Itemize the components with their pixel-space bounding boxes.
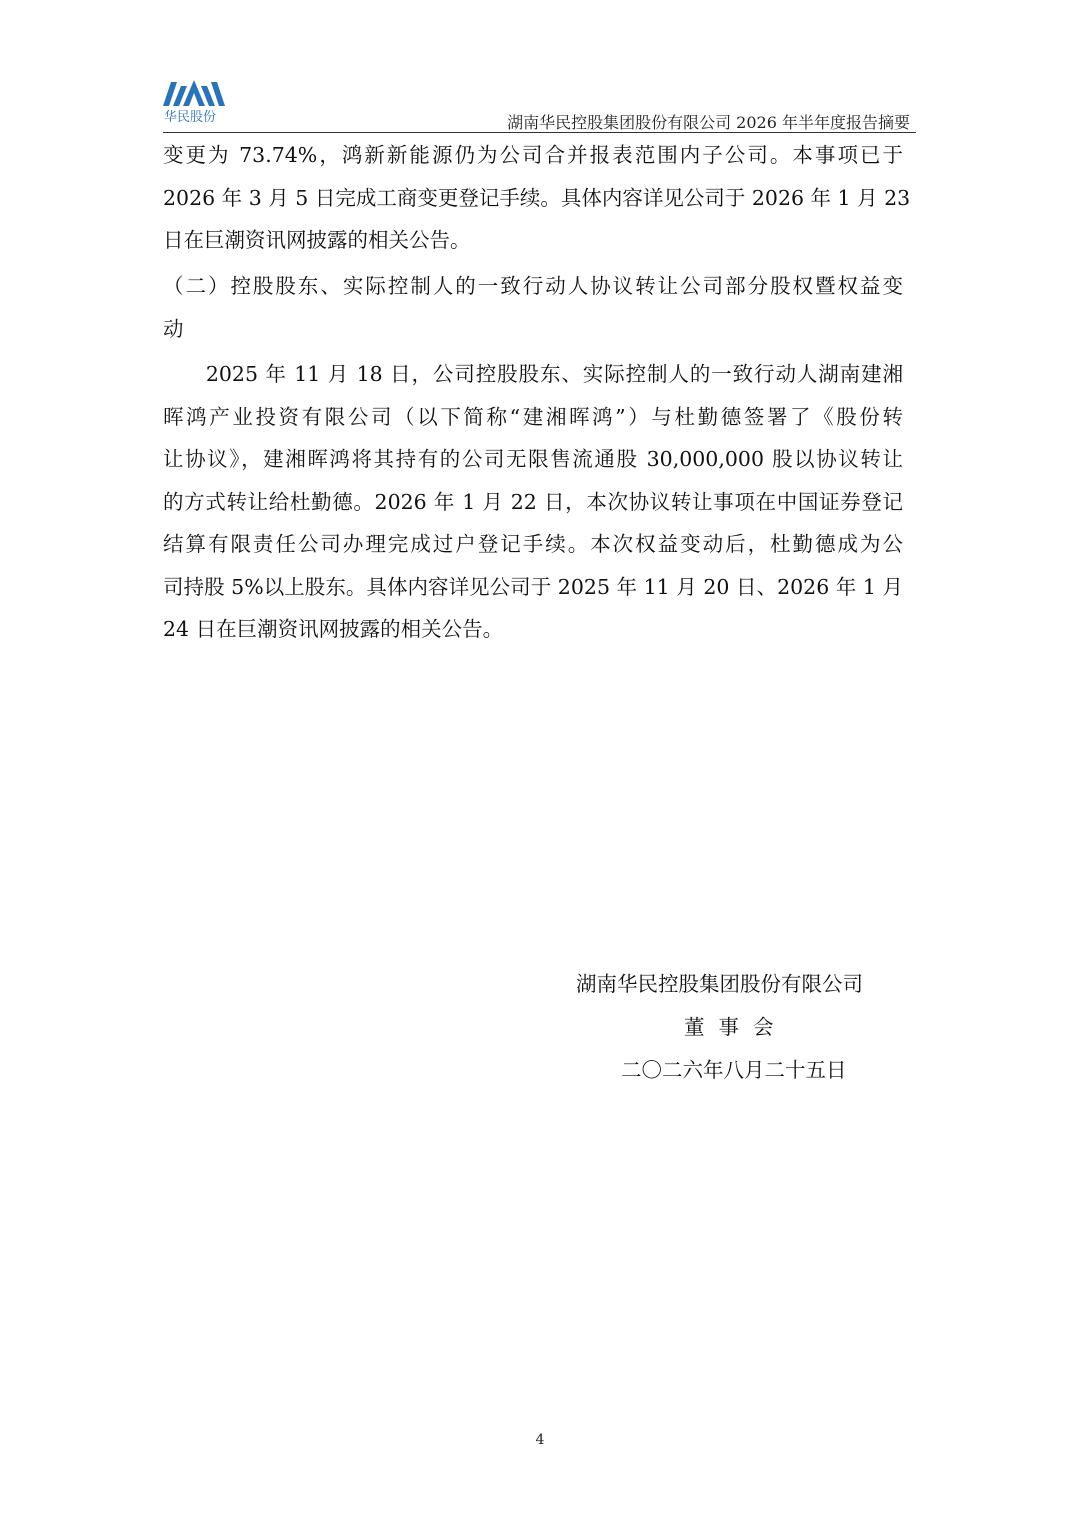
text-line: 2026 年 3 月 5 日完成工商变更登记手续。具体内容详见公司于 2026 年 1 月 23 bbox=[163, 185, 911, 210]
logo-text: 华民股份 bbox=[164, 110, 217, 125]
text-line: 让协议》，建湘晖鸿将其持有的公司无限售流通股 30,000,000 股以协议转让 bbox=[163, 447, 903, 471]
paragraph-1 bbox=[163, 134, 911, 262]
section-heading bbox=[163, 265, 903, 350]
text-line: 24 日在巨潮资讯网披露的相关公告。 bbox=[163, 617, 504, 641]
signature-company: 湖南华民控股集团股份有限公司 bbox=[576, 972, 863, 996]
heading-line: （二）控股股东、实际控制人的一致行动人协议转让公司部分股权暨权益变 bbox=[163, 274, 903, 298]
text-line: 晖鸿产业投资有限公司（以下简称“建湘晖鸿”）与杜勤德签署了《股份转 bbox=[163, 404, 903, 429]
signature-date: 二〇二六年八月二十五日 bbox=[621, 1058, 847, 1082]
signature-board: 董事会 bbox=[684, 1015, 788, 1039]
text-line: 2025 年 11 月 18 日，公司控股股东、实际控制人的一致行动人湖南建湘 bbox=[163, 362, 903, 386]
heading-line: 动 bbox=[163, 316, 184, 341]
text-line: 的方式转让给杜勤德。2026 年 1 月 22 日，本次协议转让事项在中国证券登记 bbox=[163, 489, 903, 514]
text-line: 日在巨潮资讯网披露的相关公告。 bbox=[163, 228, 471, 252]
header-divider bbox=[163, 132, 916, 133]
paragraph-2 bbox=[163, 353, 903, 651]
text-line: 司持股 5%以上股东。具体内容详见公司于 2025 年 11 月 20 日、2026 年 1 月 bbox=[163, 574, 903, 599]
page-number: 4 bbox=[535, 1432, 545, 1448]
header-title: 湖南华民控股集团股份有限公司 2026 年半年度报告摘要 bbox=[507, 113, 910, 132]
text-line: 变更为 73.74%，鸿新新能源仍为公司合并报表范围内子公司。本事项已于 bbox=[163, 143, 903, 167]
text-line: 结算有限责任公司办理完成过户登记手续。本次权益变动后，杜勤德成为公 bbox=[163, 532, 903, 556]
